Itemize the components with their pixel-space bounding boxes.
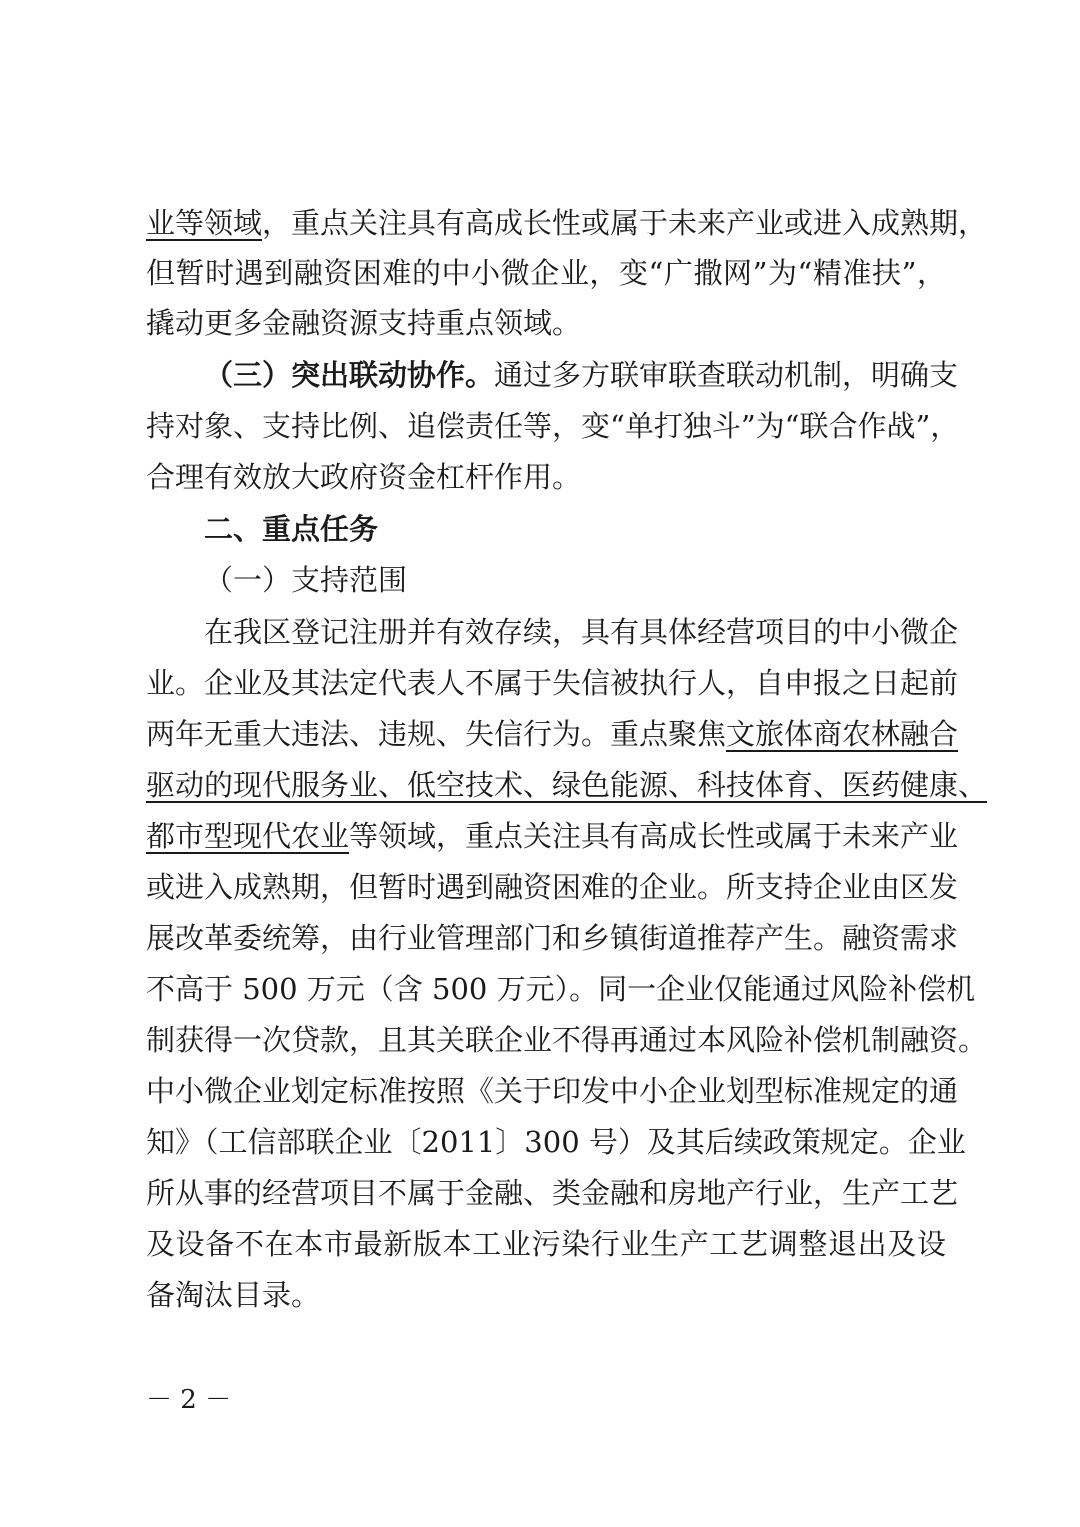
paragraph-line	[204, 350, 959, 400]
page-number: － 2 －	[146, 1385, 232, 1415]
paragraph-line	[146, 709, 959, 759]
line-text: 两年无重大违法、违规、失信行为。重点聚焦	[146, 717, 727, 751]
paragraph-line: 知》（工信部联企业〔2011〕300 号）及其后续政策规定。企业	[146, 1125, 966, 1159]
line-text: 等领域，重点关注具有高成长性或属于未来产业	[349, 819, 959, 853]
paragraph-line: 及设备不在本市最新版本工业污染行业生产工艺调整退出及设	[146, 1227, 946, 1261]
underlined-text: 都市型现代农业	[146, 819, 350, 853]
paragraph-line: 展改革委统筹，由行业管理部门和乡镇街道推荐产生。融资需求	[146, 921, 959, 955]
paragraph-line: 制获得一次贷款，且其关联企业不得再通过本风险补偿机制融资。	[146, 1023, 988, 1057]
paragraph-line: 不高于 500 万元（含 500 万元）。同一企业仅能通过风险补偿机	[146, 972, 976, 1006]
line-text: 通过多方联审联查联动机制，明确支	[494, 358, 959, 392]
paragraph-line: 在我区登记注册并有效存续，具有具体经营项目的中小微企	[204, 615, 959, 649]
paragraph-line: 业。企业及其法定代表人不属于失信被执行人，自申报之日起前	[146, 666, 959, 700]
paragraph-line: 但暂时遇到融资困难的中小微企业，变“广撒网”为“精准扶”，	[146, 256, 946, 290]
paragraph-line: 撬动更多金融资源支持重点领域。	[146, 306, 582, 340]
section-heading: 二、重点任务	[204, 512, 379, 546]
paragraph-line	[146, 811, 959, 861]
paragraph-line: 合理有效放大政府资金杠杆作用。	[146, 460, 582, 494]
underlined-text: 文旅体商农林融合	[726, 717, 959, 751]
line-text: ，重点关注具有高成长性或属于未来产业或进入成熟期，	[262, 206, 988, 240]
paragraph-line: 或进入成熟期，但暂时遇到融资困难的企业。所支持企业由区发	[146, 870, 959, 904]
subsection-heading: （三）突出联动协作。	[204, 358, 495, 392]
paragraph-line: 所从事的经营项目不属于金融、类金融和房地产行业，生产工艺	[146, 1176, 959, 1210]
subsection-heading: （一）支持范围	[204, 563, 408, 597]
underlined-line: 驱动的现代服务业、低空技术、绿色能源、科技体育、医药健康、	[146, 768, 988, 802]
paragraph-line: 持对象、支持比例、追偿责任等，变“单打独斗”为“联合作战”，	[146, 409, 960, 443]
underlined-text: 业等领域	[146, 206, 263, 240]
paragraph-line: 中小微企业划定标准按照《关于印发中小企业划型标准规定的通	[146, 1074, 959, 1108]
paragraph-line: 备淘汰目录。	[146, 1278, 321, 1312]
paragraph-line	[146, 198, 988, 248]
